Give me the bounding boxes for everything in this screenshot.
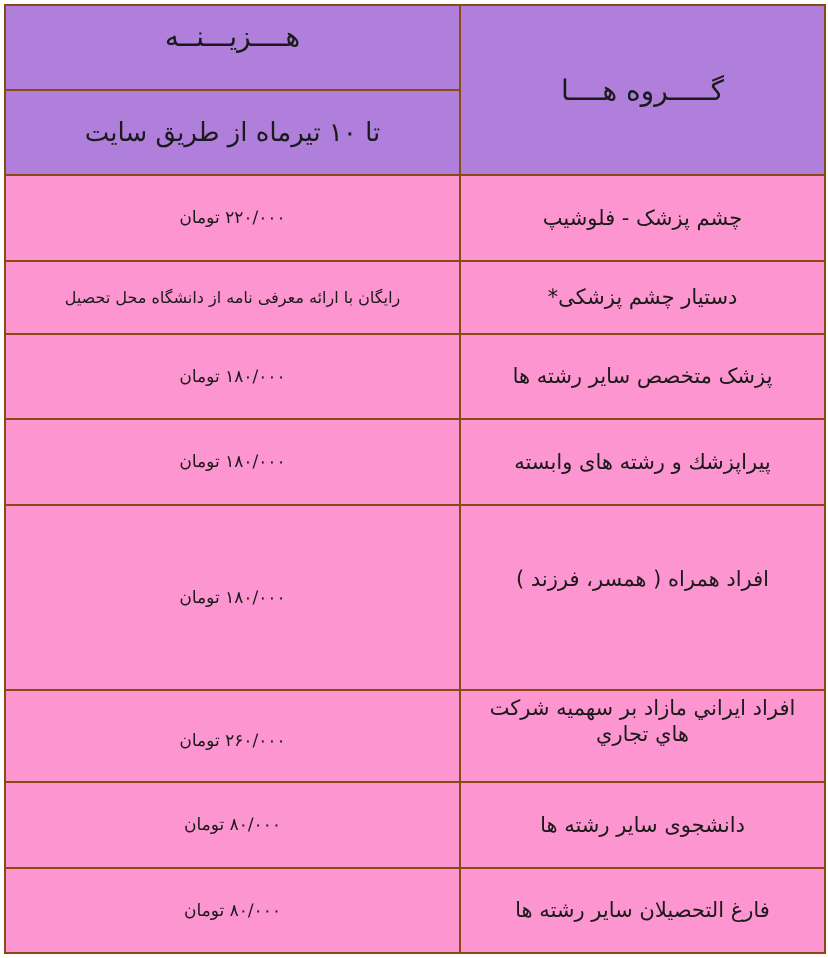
group-cell: پیراپزشك و رشته های وابسته <box>460 419 825 505</box>
table-row <box>5 782 825 868</box>
cost-cell: ۲۶۰/۰۰۰ تومان <box>5 690 460 782</box>
group-cell: چشم پزشک - فلوشیپ <box>460 175 825 261</box>
cost-cell: ۱۸۰/۰۰۰ تومان <box>5 505 460 690</box>
table-row <box>5 690 825 782</box>
cost-cell: ۸۰/۰۰۰ تومان <box>5 868 460 953</box>
group-cell: افراد ايراني مازاد بر سهميه شركت هاي تجاري <box>460 690 825 782</box>
group-cell: پزشک متخصص سایر رشته ها <box>460 334 825 419</box>
table-row <box>5 868 825 953</box>
cost-cell: ۱۸۰/۰۰۰ تومان <box>5 419 460 505</box>
group-cell: فارغ التحصیلان سایر رشته ها <box>460 868 825 953</box>
cost-cell: ۱۸۰/۰۰۰ تومان <box>5 334 460 419</box>
cost-header: هــــزیـــنــه <box>5 5 460 90</box>
groups-header: گـــــروه هــــا <box>460 5 825 175</box>
group-cell: دستیار چشم پزشکی* <box>460 261 825 334</box>
fee-table <box>4 4 826 954</box>
group-cell: دانشجوی سایر رشته ها <box>460 782 825 868</box>
table-row <box>5 419 825 505</box>
cost-cell: ۸۰/۰۰۰ تومان <box>5 782 460 868</box>
cost-cell: رایگان با ارائه معرفی نامه از دانشگاه محل تحصیل <box>5 261 460 334</box>
cost-cell: ۲۲۰/۰۰۰ تومان <box>5 175 460 261</box>
table-row <box>5 334 825 419</box>
table-row <box>5 261 825 334</box>
deadline-header: تا ۱۰ تیرماه از طریق سایت <box>5 90 460 175</box>
table-row <box>5 175 825 261</box>
table-row <box>5 505 825 690</box>
group-cell: افراد همراه ( همسر، فرزند ) <box>460 505 825 690</box>
